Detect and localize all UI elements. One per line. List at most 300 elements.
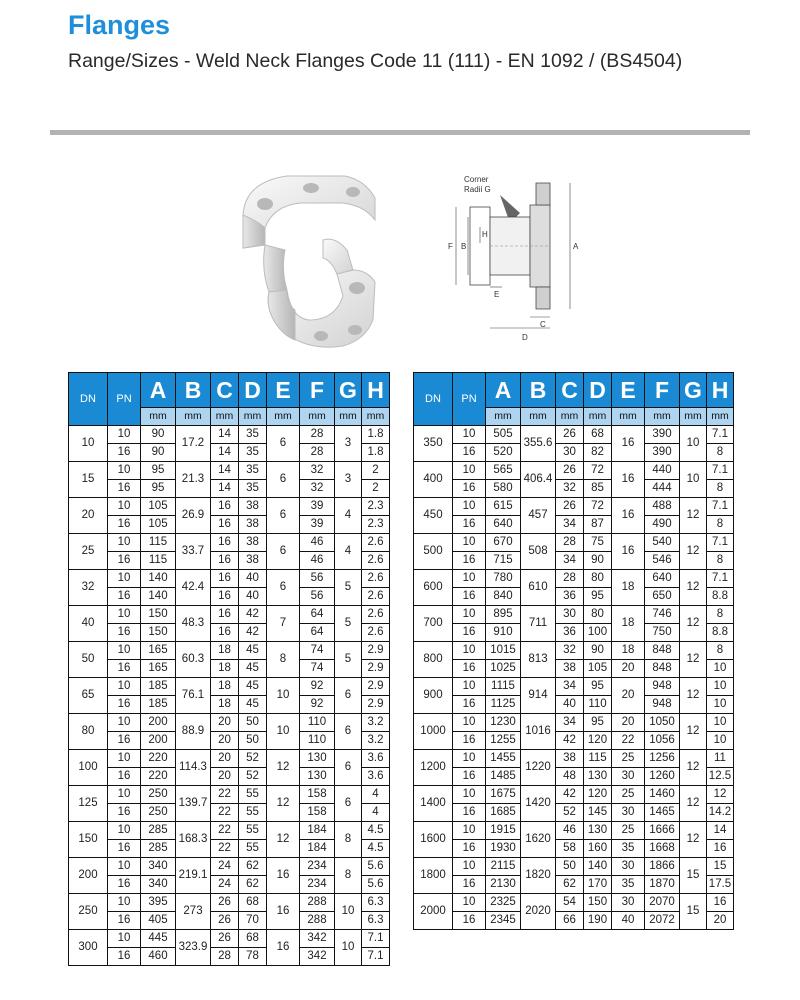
- g-cell: 12: [680, 606, 707, 642]
- dn-cell: 15: [69, 462, 108, 498]
- h-cell: 10: [707, 714, 734, 732]
- h-cell: 2.6: [362, 570, 390, 588]
- d-cell: 55: [239, 840, 267, 858]
- c-cell: 14: [211, 426, 239, 444]
- pn-cell: 10: [108, 534, 141, 552]
- b-cell: 42.4: [176, 570, 211, 606]
- h-cell: 8: [707, 642, 734, 660]
- dn-cell: 150: [69, 822, 108, 858]
- pn-cell: 16: [453, 588, 486, 606]
- c-cell: 16: [211, 588, 239, 606]
- e-cell: 20: [612, 660, 645, 678]
- h-cell: 4.5: [362, 840, 390, 858]
- f-cell: 540: [645, 534, 680, 552]
- dn-cell: 20: [69, 498, 108, 534]
- e-cell: 30: [612, 894, 645, 912]
- d-cell: 130: [584, 768, 612, 786]
- pn-cell: 10: [108, 714, 141, 732]
- dn-cell: 700: [414, 606, 453, 642]
- table-row: [69, 930, 390, 948]
- pn-cell: 16: [453, 696, 486, 714]
- f-cell: 1465: [645, 804, 680, 822]
- f-cell: 342: [300, 930, 335, 948]
- h-cell: 5.6: [362, 858, 390, 876]
- a-cell: 285: [141, 840, 176, 858]
- d-cell: 38: [239, 516, 267, 534]
- a-cell: 140: [141, 570, 176, 588]
- e-cell: 16: [612, 462, 645, 498]
- table-row: [414, 498, 734, 516]
- unit-cell: mm: [362, 408, 390, 426]
- f-cell: 39: [300, 498, 335, 516]
- d-cell: 45: [239, 696, 267, 714]
- dn-cell: 400: [414, 462, 453, 498]
- g-cell: 12: [680, 570, 707, 606]
- g-cell: 6: [335, 786, 362, 822]
- f-cell: 74: [300, 660, 335, 678]
- flange-technical-drawing: [440, 165, 600, 345]
- f-cell: 56: [300, 588, 335, 606]
- b-cell: 355.6: [521, 426, 556, 462]
- unit-cell: mm: [141, 408, 176, 426]
- table-row: [414, 642, 734, 660]
- c-cell: 66: [556, 912, 584, 930]
- a-cell: 1125: [486, 696, 521, 714]
- d-cell: 35: [239, 426, 267, 444]
- f-cell: 158: [300, 786, 335, 804]
- c-cell: 30: [556, 606, 584, 624]
- pn-cell: 10: [108, 930, 141, 948]
- c-cell: 26: [211, 930, 239, 948]
- h-cell: 7.1: [707, 534, 734, 552]
- a-cell: 2130: [486, 876, 521, 894]
- b-cell: 88.9: [176, 714, 211, 750]
- e-cell: 6: [267, 462, 300, 498]
- d-cell: 55: [239, 804, 267, 822]
- c-cell: 42: [556, 786, 584, 804]
- pn-cell: 16: [453, 516, 486, 534]
- unit-cell: mm: [707, 408, 734, 426]
- pn-cell: 10: [108, 858, 141, 876]
- a-cell: 200: [141, 714, 176, 732]
- pn-cell: 10: [108, 570, 141, 588]
- table-row: [414, 678, 734, 696]
- pn-cell: 16: [108, 444, 141, 462]
- h-cell: 7.1: [362, 948, 390, 966]
- d-cell: 50: [239, 732, 267, 750]
- b-cell: 711: [521, 606, 556, 642]
- b-cell: 1420: [521, 786, 556, 822]
- header-letter: G: [680, 373, 707, 408]
- a-cell: 95: [141, 480, 176, 498]
- table-row: [414, 570, 734, 588]
- pn-cell: 10: [453, 642, 486, 660]
- a-cell: 250: [141, 804, 176, 822]
- d-cell: 68: [239, 930, 267, 948]
- f-cell: 234: [300, 858, 335, 876]
- a-cell: 1675: [486, 786, 521, 804]
- c-cell: 22: [211, 786, 239, 804]
- e-cell: 25: [612, 750, 645, 768]
- dim-d-label: D: [522, 333, 528, 342]
- g-cell: 12: [680, 498, 707, 534]
- f-cell: 46: [300, 534, 335, 552]
- pn-cell: 16: [108, 768, 141, 786]
- g-cell: 3: [335, 462, 362, 498]
- c-cell: 38: [556, 660, 584, 678]
- table-row: [69, 498, 390, 516]
- b-cell: 610: [521, 570, 556, 606]
- a-cell: 185: [141, 696, 176, 714]
- a-cell: 200: [141, 732, 176, 750]
- pn-cell: 16: [453, 480, 486, 498]
- e-cell: 18: [612, 606, 645, 642]
- e-cell: 35: [612, 840, 645, 858]
- h-cell: 1.8: [362, 426, 390, 444]
- table-row: [69, 750, 390, 768]
- a-cell: 1915: [486, 822, 521, 840]
- f-cell: 640: [645, 570, 680, 588]
- dim-f-label: F: [448, 242, 453, 251]
- g-cell: 15: [680, 894, 707, 930]
- f-cell: 1668: [645, 840, 680, 858]
- table-row: [69, 570, 390, 588]
- pn-cell: 10: [453, 606, 486, 624]
- h-cell: 2.6: [362, 606, 390, 624]
- unit-cell: mm: [267, 408, 300, 426]
- a-cell: 405: [141, 912, 176, 930]
- dn-cell: 200: [69, 858, 108, 894]
- d-cell: 35: [239, 444, 267, 462]
- d-cell: 95: [584, 588, 612, 606]
- divider: [50, 130, 750, 135]
- c-cell: 34: [556, 714, 584, 732]
- g-cell: 8: [335, 858, 362, 894]
- unit-cell: mm: [584, 408, 612, 426]
- d-cell: 38: [239, 552, 267, 570]
- header-letter: B: [521, 373, 556, 408]
- d-cell: 130: [584, 822, 612, 840]
- dn-cell: 40: [69, 606, 108, 642]
- table-row: [69, 822, 390, 840]
- e-cell: 20: [612, 678, 645, 714]
- f-cell: 750: [645, 624, 680, 642]
- g-cell: 4: [335, 498, 362, 534]
- c-cell: 16: [211, 624, 239, 642]
- c-cell: 38: [556, 750, 584, 768]
- f-cell: 184: [300, 840, 335, 858]
- flange-table-left: [68, 372, 390, 966]
- pn-cell: 16: [108, 552, 141, 570]
- f-cell: 32: [300, 480, 335, 498]
- e-cell: 30: [612, 858, 645, 876]
- h-cell: 8: [707, 552, 734, 570]
- d-cell: 45: [239, 660, 267, 678]
- table-row: [414, 714, 734, 732]
- table-row: [69, 894, 390, 912]
- f-cell: 56: [300, 570, 335, 588]
- h-cell: 10: [707, 696, 734, 714]
- table-row: [414, 786, 734, 804]
- table-row: [414, 750, 734, 768]
- table-row: [414, 426, 734, 444]
- c-cell: 26: [211, 894, 239, 912]
- f-cell: 390: [645, 426, 680, 444]
- f-cell: 184: [300, 822, 335, 840]
- c-cell: 18: [211, 642, 239, 660]
- pn-cell: 16: [108, 480, 141, 498]
- e-cell: 6: [267, 570, 300, 606]
- pn-cell: 16: [453, 768, 486, 786]
- h-cell: 3.6: [362, 750, 390, 768]
- h-cell: 16: [707, 840, 734, 858]
- b-cell: 1620: [521, 822, 556, 858]
- c-cell: 46: [556, 822, 584, 840]
- h-cell: 2.6: [362, 552, 390, 570]
- a-cell: 150: [141, 624, 176, 642]
- pn-cell: 10: [108, 462, 141, 480]
- f-cell: 32: [300, 462, 335, 480]
- h-cell: 2.3: [362, 516, 390, 534]
- c-cell: 20: [211, 768, 239, 786]
- b-cell: 457: [521, 498, 556, 534]
- c-cell: 16: [211, 570, 239, 588]
- f-cell: 440: [645, 462, 680, 480]
- e-cell: 30: [612, 804, 645, 822]
- a-cell: 1230: [486, 714, 521, 732]
- g-cell: 12: [680, 642, 707, 678]
- e-cell: 12: [267, 786, 300, 822]
- c-cell: 58: [556, 840, 584, 858]
- c-cell: 24: [211, 876, 239, 894]
- c-cell: 30: [556, 444, 584, 462]
- b-cell: 168.3: [176, 822, 211, 858]
- a-cell: 115: [141, 534, 176, 552]
- a-cell: 565: [486, 462, 521, 480]
- g-cell: 5: [335, 570, 362, 606]
- b-cell: 21.3: [176, 462, 211, 498]
- corner-label-line1: Corner: [464, 175, 489, 184]
- c-cell: 26: [211, 912, 239, 930]
- dn-cell: 125: [69, 786, 108, 822]
- header-letter: H: [362, 373, 390, 408]
- pn-cell: 10: [453, 894, 486, 912]
- e-cell: 16: [612, 534, 645, 570]
- c-cell: 62: [556, 876, 584, 894]
- e-cell: 30: [612, 768, 645, 786]
- f-cell: 650: [645, 588, 680, 606]
- dn-cell: 1800: [414, 858, 453, 894]
- f-cell: 46: [300, 552, 335, 570]
- g-cell: 6: [335, 750, 362, 786]
- h-cell: 7.1: [362, 930, 390, 948]
- h-cell: 2: [362, 462, 390, 480]
- g-cell: 10: [680, 462, 707, 498]
- c-cell: 22: [211, 840, 239, 858]
- f-cell: 64: [300, 624, 335, 642]
- d-cell: 70: [239, 912, 267, 930]
- a-cell: 185: [141, 678, 176, 696]
- c-cell: 42: [556, 732, 584, 750]
- f-cell: 74: [300, 642, 335, 660]
- pn-cell: 16: [108, 696, 141, 714]
- b-cell: 17.2: [176, 426, 211, 462]
- unit-cell: mm: [176, 408, 211, 426]
- e-cell: 20: [612, 714, 645, 732]
- dim-a-label: A: [573, 242, 579, 251]
- a-cell: 1025: [486, 660, 521, 678]
- header-letter: G: [335, 373, 362, 408]
- b-cell: 323.9: [176, 930, 211, 966]
- e-cell: 16: [267, 858, 300, 894]
- f-cell: 2070: [645, 894, 680, 912]
- a-cell: 2115: [486, 858, 521, 876]
- a-cell: 165: [141, 660, 176, 678]
- c-cell: 26: [556, 426, 584, 444]
- h-cell: 8.8: [707, 624, 734, 642]
- dn-cell: 500: [414, 534, 453, 570]
- d-cell: 87: [584, 516, 612, 534]
- g-cell: 12: [680, 750, 707, 786]
- b-cell: 76.1: [176, 678, 211, 714]
- unit-cell: mm: [300, 408, 335, 426]
- g-cell: 15: [680, 858, 707, 894]
- h-cell: 3.2: [362, 714, 390, 732]
- h-cell: 4.5: [362, 822, 390, 840]
- header-letter: A: [486, 373, 521, 408]
- pn-cell: 10: [453, 498, 486, 516]
- table-row: [69, 714, 390, 732]
- h-cell: 8: [707, 480, 734, 498]
- pn-cell: 16: [453, 624, 486, 642]
- dim-e-label: E: [494, 290, 500, 299]
- a-cell: 220: [141, 768, 176, 786]
- e-cell: 8: [267, 642, 300, 678]
- header-pn: PN: [453, 373, 486, 426]
- unit-cell: mm: [211, 408, 239, 426]
- h-cell: 12.5: [707, 768, 734, 786]
- a-cell: 670: [486, 534, 521, 552]
- table-row: [414, 534, 734, 552]
- a-cell: 340: [141, 876, 176, 894]
- f-cell: 1050: [645, 714, 680, 732]
- g-cell: 12: [680, 786, 707, 822]
- header-letter: C: [556, 373, 584, 408]
- h-cell: 15: [707, 858, 734, 876]
- header-row: [69, 373, 390, 408]
- pn-cell: 16: [108, 840, 141, 858]
- d-cell: 42: [239, 606, 267, 624]
- f-cell: 110: [300, 714, 335, 732]
- c-cell: 26: [556, 498, 584, 516]
- c-cell: 14: [211, 462, 239, 480]
- d-cell: 72: [584, 498, 612, 516]
- d-cell: 55: [239, 786, 267, 804]
- b-cell: 26.9: [176, 498, 211, 534]
- f-cell: 28: [300, 426, 335, 444]
- pn-cell: 16: [108, 912, 141, 930]
- d-cell: 45: [239, 678, 267, 696]
- h-cell: 8: [707, 444, 734, 462]
- h-cell: 2.6: [362, 588, 390, 606]
- c-cell: 48: [556, 768, 584, 786]
- c-cell: 32: [556, 480, 584, 498]
- a-cell: 910: [486, 624, 521, 642]
- e-cell: 16: [612, 498, 645, 534]
- header-letter: A: [141, 373, 176, 408]
- h-cell: 12: [707, 786, 734, 804]
- d-cell: 95: [584, 678, 612, 696]
- b-cell: 48.3: [176, 606, 211, 642]
- dim-c-label: C: [540, 320, 546, 329]
- c-cell: 36: [556, 624, 584, 642]
- c-cell: 20: [211, 714, 239, 732]
- table-row: [69, 858, 390, 876]
- a-cell: 150: [141, 606, 176, 624]
- header-letter: E: [612, 373, 645, 408]
- h-cell: 2.9: [362, 642, 390, 660]
- pn-cell: 10: [108, 606, 141, 624]
- d-cell: 62: [239, 858, 267, 876]
- h-cell: 1.8: [362, 444, 390, 462]
- c-cell: 52: [556, 804, 584, 822]
- unit-cell: mm: [486, 408, 521, 426]
- a-cell: 115: [141, 552, 176, 570]
- d-cell: 95: [584, 714, 612, 732]
- a-cell: 1015: [486, 642, 521, 660]
- unit-cell: mm: [612, 408, 645, 426]
- b-cell: 2020: [521, 894, 556, 930]
- d-cell: 80: [584, 570, 612, 588]
- c-cell: 16: [211, 552, 239, 570]
- a-cell: 2345: [486, 912, 521, 930]
- a-cell: 580: [486, 480, 521, 498]
- a-cell: 1455: [486, 750, 521, 768]
- dn-cell: 100: [69, 750, 108, 786]
- unit-cell: mm: [239, 408, 267, 426]
- f-cell: 158: [300, 804, 335, 822]
- h-cell: 2.9: [362, 678, 390, 696]
- a-cell: 1115: [486, 678, 521, 696]
- c-cell: 18: [211, 696, 239, 714]
- e-cell: 6: [267, 426, 300, 462]
- pn-cell: 10: [108, 426, 141, 444]
- e-cell: 25: [612, 822, 645, 840]
- pn-cell: 10: [108, 678, 141, 696]
- d-cell: 68: [584, 426, 612, 444]
- dn-cell: 350: [414, 426, 453, 462]
- pn-cell: 16: [453, 912, 486, 930]
- g-cell: 8: [335, 822, 362, 858]
- h-cell: 2.3: [362, 498, 390, 516]
- b-cell: 139.7: [176, 786, 211, 822]
- a-cell: 90: [141, 426, 176, 444]
- a-cell: 780: [486, 570, 521, 588]
- h-cell: 6.3: [362, 894, 390, 912]
- b-cell: 1016: [521, 714, 556, 750]
- d-cell: 35: [239, 480, 267, 498]
- c-cell: 26: [556, 462, 584, 480]
- pn-cell: 16: [453, 444, 486, 462]
- d-cell: 190: [584, 912, 612, 930]
- dim-b-label: B: [461, 242, 467, 251]
- c-cell: 18: [211, 678, 239, 696]
- c-cell: 20: [211, 750, 239, 768]
- c-cell: 24: [211, 858, 239, 876]
- d-cell: 40: [239, 588, 267, 606]
- h-cell: 2: [362, 480, 390, 498]
- d-cell: 145: [584, 804, 612, 822]
